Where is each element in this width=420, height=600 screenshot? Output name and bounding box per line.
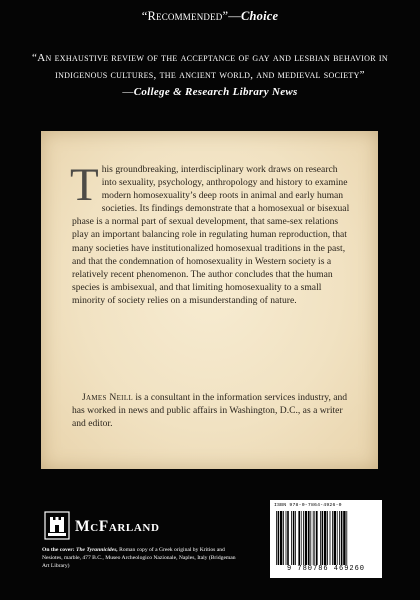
cover-credit	[42, 546, 242, 571]
quote-review	[30, 50, 390, 101]
book-description	[70, 159, 353, 307]
quote-dash: —	[122, 86, 134, 98]
castle-crest-icon	[42, 509, 72, 541]
barcode	[270, 500, 382, 578]
author-name: James Neill	[82, 392, 133, 403]
publisher-name: McFarland	[75, 518, 160, 535]
credit-title: The Tyrannicides,	[76, 547, 118, 553]
quote-recommended	[0, 9, 420, 24]
quote-source: College & Research Library News	[133, 86, 298, 98]
quote-dash: —	[228, 9, 241, 23]
quote-source: Choice	[240, 9, 279, 23]
quote-text: “An exhaustive review of the acceptance of gay and lesbian behavior in indigenous cultures, the ancient world, and medieval society”	[32, 52, 388, 81]
barcode-bars	[276, 511, 376, 565]
author-bio-text: is a consultant in the information services industry, and has worked in news and public affairs in Washington, D.C., as a writer and editor.	[72, 392, 348, 430]
author-bio	[72, 391, 353, 430]
isbn-label: ISBN 978-0-7864-4926-0	[274, 503, 342, 508]
drop-cap: T	[70, 159, 99, 211]
credit-lead: On the cover:	[42, 547, 75, 553]
description-text: his groundbreaking, interdisciplinary work draws on research into sexuality, psychology, anthropology and history to examine modern homosexuality’s deep roots in animal and early human societies. Its findings demonstrate that a homosexual or bisexual phase is a normal part of sexual development, that same-sex relations play an important balancing role in regulating human reproduction, that many societies have institutionalized homosexual traditions in the past, and that the condemnation of homosexuality in Western society is a relatively recent phenomenon. The author concludes that the human species is ambisexual, and that limiting homosexuality to a small minority of society relies on a misunderstanding of nature.	[72, 164, 350, 306]
quote-text: “Recommended”	[141, 9, 229, 23]
description-panel	[41, 131, 378, 469]
credit-text: Roman copy of a Greek original by Kritios and Nesiotes, marble, 477 B.C., Museo Archeologico Nazionale, Naples, Italy (Bridgeman Art Library)	[42, 547, 236, 570]
barcode-number: 9 780786 469260	[286, 565, 365, 573]
